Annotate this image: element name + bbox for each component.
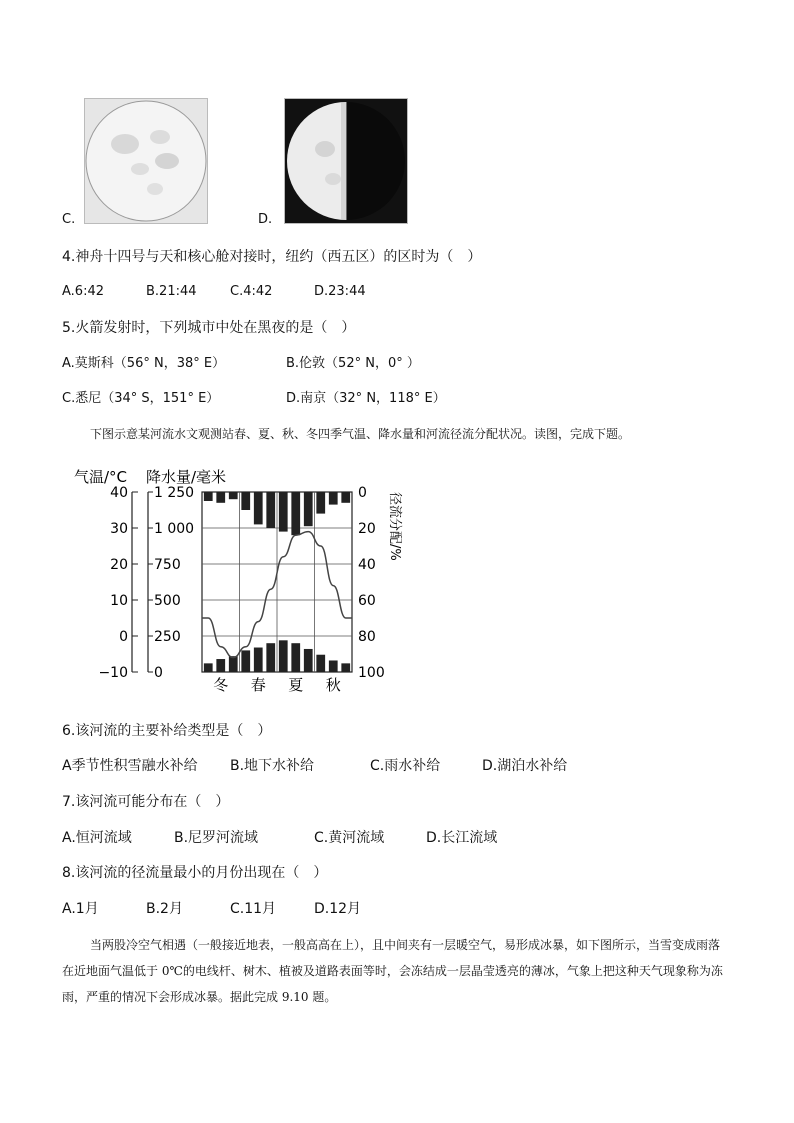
- runoff-bar: [329, 492, 338, 505]
- runoff-bar: [254, 492, 263, 524]
- precip-axis-label: 降水量/毫米: [146, 468, 227, 486]
- q5-option-b: B.伦敦（52° N，0° ）: [286, 356, 420, 371]
- q5-option-d: D.南京（32° N，118° E）: [286, 391, 446, 406]
- precip-tick-label: 750: [154, 557, 181, 573]
- precipitation-bar: [329, 660, 338, 672]
- temp-tick-label: 40: [110, 485, 128, 501]
- precipitation-bar: [341, 663, 350, 672]
- runoff-bar: [266, 492, 275, 528]
- moon-image-d: [284, 98, 408, 224]
- option-d-label: D.: [258, 212, 273, 227]
- q6-option-c: C.雨水补给: [370, 758, 441, 774]
- runoff-bar: [316, 492, 325, 514]
- runoff-bar: [341, 492, 350, 503]
- q4-option-a: A.6:42: [62, 284, 104, 299]
- question-7: 7.该河流可能分布在（ ）: [62, 794, 230, 810]
- svg-text:径流分配/%: 径流分配/%: [387, 492, 402, 561]
- season-label: 冬: [213, 676, 229, 694]
- temp-axis: [98, 485, 138, 681]
- precip-tick-label: 1 250: [154, 485, 195, 501]
- question-6: 6.该河流的主要补给类型是（ ）: [62, 723, 272, 739]
- temp-tick-label: 30: [110, 521, 128, 537]
- runoff-bar: [291, 492, 300, 535]
- runoff-bar: [216, 492, 225, 503]
- temp-tick-label: 10: [110, 593, 128, 609]
- precipitation-bar: [291, 643, 300, 672]
- full-moon-graphic: [85, 99, 207, 223]
- moon-image-c: [84, 98, 208, 224]
- q6-option-a: A季节性积雪融水补给: [62, 758, 198, 774]
- precipitation-bar: [304, 649, 313, 672]
- question-8: 8.该河流的径流量最小的月份出现在（ ）: [62, 865, 328, 881]
- temp-axis-label: 气温/°C: [74, 468, 128, 486]
- q5-option-a: A.莫斯科（56° N，38° E）: [62, 356, 226, 371]
- precipitation-bar: [279, 640, 288, 672]
- q7-option-d: D.长江流域: [426, 830, 498, 846]
- question-4: 4.神舟十四号与天和核心舱对接时，纽约（西五区）的区时为（ ）: [62, 249, 482, 265]
- option-c-label: C.: [62, 212, 76, 227]
- chart-intro: 下图示意某河流水文观测站春、夏、秋、冬四季气温、降水量和河流径流分配状况。读图，完成下题。: [90, 427, 631, 441]
- runoff-tick-label: 20: [358, 521, 376, 537]
- runoff-tick-label: 100: [358, 665, 385, 681]
- precipitation-bar: [266, 643, 275, 672]
- season-labels: [213, 676, 341, 694]
- q4-option-b: B.21:44: [146, 284, 197, 299]
- season-label: 秋: [325, 676, 341, 694]
- q8-option-b: B.2月: [146, 901, 183, 917]
- precipitation-bar: [204, 663, 213, 672]
- season-label: 夏: [288, 676, 304, 694]
- q8-option-c: C.11月: [230, 901, 277, 917]
- runoff-tick-label: 60: [358, 593, 376, 609]
- temp-tick-label: −10: [98, 665, 128, 681]
- q4-option-c: C.4:42: [230, 284, 273, 299]
- runoff-axis: [358, 485, 385, 681]
- runoff-tick-label: 0: [358, 485, 367, 501]
- precipitation-bar: [254, 648, 263, 672]
- precip-axis: [148, 485, 194, 681]
- precipitation-bar: [229, 656, 238, 672]
- q6-option-b: B.地下水补给: [230, 758, 315, 774]
- precip-tick-label: 1 000: [154, 521, 195, 537]
- hydrology-chart: [66, 462, 402, 694]
- plot-grid: [202, 492, 352, 672]
- precip-tick-label: 250: [154, 629, 181, 645]
- season-label: 春: [250, 676, 266, 694]
- q8-option-d: D.12月: [314, 901, 362, 917]
- precip-tick-label: 500: [154, 593, 181, 609]
- q6-option-d: D.湖泊水补给: [482, 758, 568, 774]
- precipitation-bar: [316, 655, 325, 672]
- runoff-bar: [204, 492, 213, 501]
- q8-option-a: A.1月: [62, 901, 99, 917]
- runoff-bar: [241, 492, 250, 510]
- q5-option-c: C.悉尼（34° S，151° E）: [62, 391, 220, 406]
- q7-option-b: B.尼罗河流域: [174, 830, 259, 846]
- temp-tick-label: 0: [119, 629, 128, 645]
- precip-tick-label: 0: [154, 665, 163, 681]
- question-5: 5.火箭发射时，下列城市中处在黑夜的是（ ）: [62, 320, 356, 336]
- half-moon-graphic: [285, 99, 407, 223]
- runoff-axis-label: [387, 492, 403, 561]
- q7-option-c: C.黄河流域: [314, 830, 385, 846]
- runoff-bar: [229, 492, 238, 499]
- runoff-tick-label: 80: [358, 629, 376, 645]
- runoff-bar: [279, 492, 288, 532]
- precipitation-bar: [241, 650, 250, 672]
- q7-option-a: A.恒河流域: [62, 830, 132, 846]
- runoff-tick-label: 40: [358, 557, 376, 573]
- runoff-bar: [304, 492, 313, 526]
- temp-tick-label: 20: [110, 557, 128, 573]
- q4-option-d: D.23:44: [314, 284, 366, 299]
- freezing-rain-intro: 当两股冷空气相遇（一般接近地表，一般高高在上），且中间夹有一层暖空气，易形成冰暴，如下图所示，当雪变成雨落在近地面气温低于 0℃的电线杆、树木、植被及道路表面等时，会冻结成一层晶莹透亮的薄冰，气象上把这种天气现象称为冻雨，严重的情况下会形成冰暴。据此完成 9.10 题。: [62, 938, 723, 1004]
- precipitation-bar: [216, 659, 225, 672]
